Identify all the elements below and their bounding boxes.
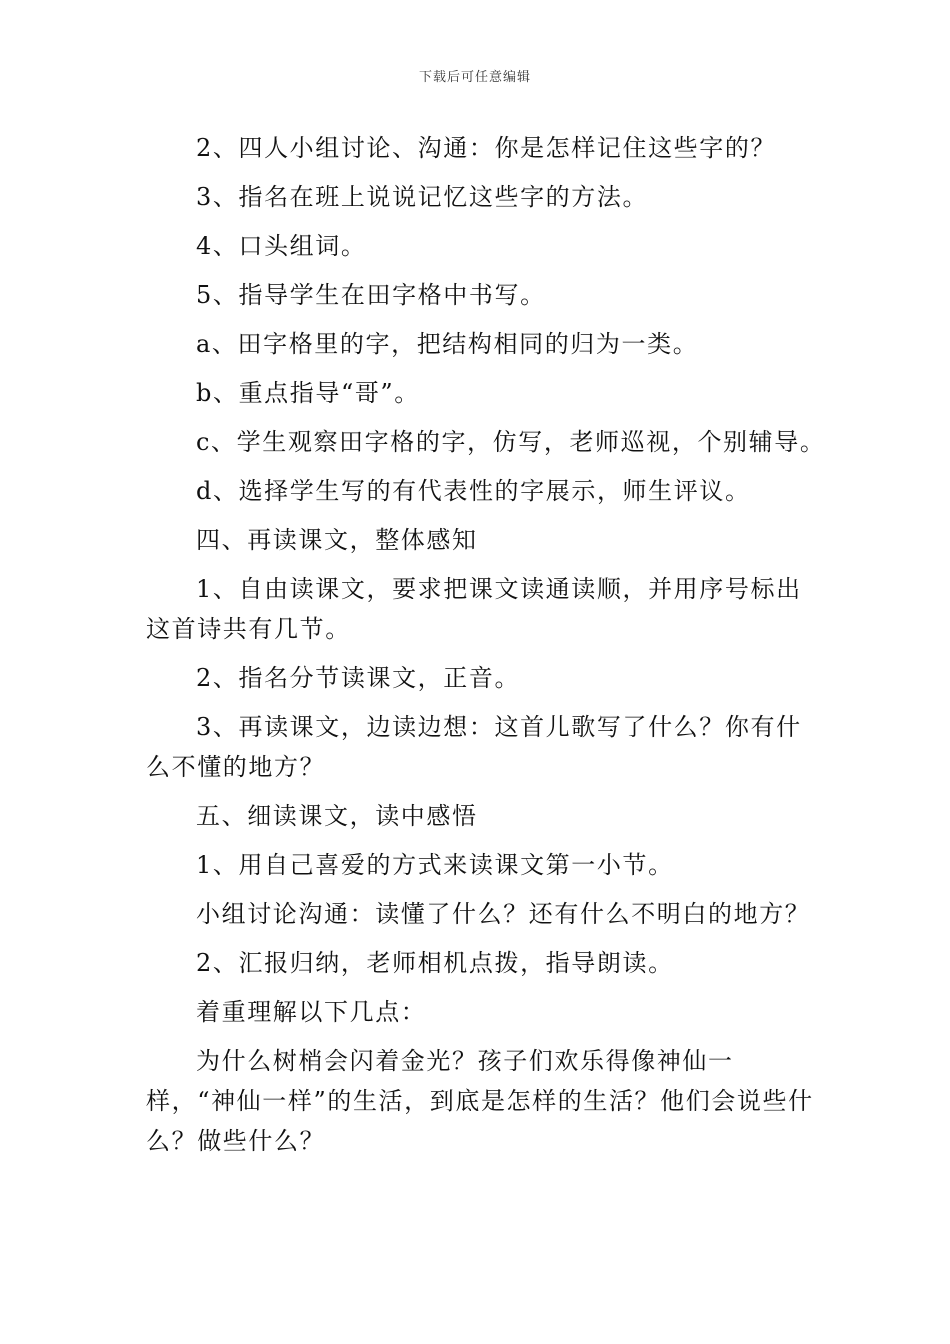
- paragraph: 2、指名分节读课文，正音。: [196, 664, 521, 692]
- page-header: 下载后可任意编辑: [418, 70, 531, 85]
- paragraph: 为什么树梢会闪着金光？孩子们欢乐得像神仙一样，“神仙一样”的生活，到底是怎样的生活？他们会说些什么？做些什么？: [146, 1047, 814, 1155]
- section-heading: 四、再读课文，整体感知: [196, 526, 478, 554]
- paragraph: 1、自由读课文，要求把课文读通读顺，并用序号标出这首诗共有几节。: [146, 575, 802, 643]
- paragraph: 3、再读课文，边读边想：这首儿歌写了什么？你有什么不懂的地方？: [146, 713, 802, 781]
- paragraph: c、学生观察田字格的字，仿写，老师巡视，个别辅导。: [196, 428, 826, 456]
- paragraph: 着重理解以下几点：: [196, 998, 427, 1026]
- paragraph: 3、指名在班上说说记忆这些字的方法。: [196, 183, 649, 211]
- section-heading: 五、细读课文，读中感悟: [196, 802, 478, 830]
- paragraph: 4、口头组词。: [196, 232, 367, 260]
- paragraph: a、田字格里的字，把结构相同的归为一类。: [196, 330, 699, 358]
- paragraph: 2、四人小组讨论、沟通：你是怎样记住这些字的？: [196, 134, 777, 162]
- paragraph: d、选择学生写的有代表性的字展示，师生评议。: [196, 477, 751, 505]
- document-body: [146, 128, 826, 1170]
- paragraph: 5、指导学生在田字格中书写。: [196, 281, 546, 309]
- paragraph: 小组讨论沟通：读懂了什么？还有什么不明白的地方？: [196, 900, 811, 928]
- paragraph: b、重点指导“哥”。: [196, 379, 420, 407]
- paragraph: 2、汇报归纳，老师相机点拨，指导朗读。: [196, 949, 674, 977]
- paragraph: 1、用自己喜爱的方式来读课文第一小节。: [196, 851, 674, 879]
